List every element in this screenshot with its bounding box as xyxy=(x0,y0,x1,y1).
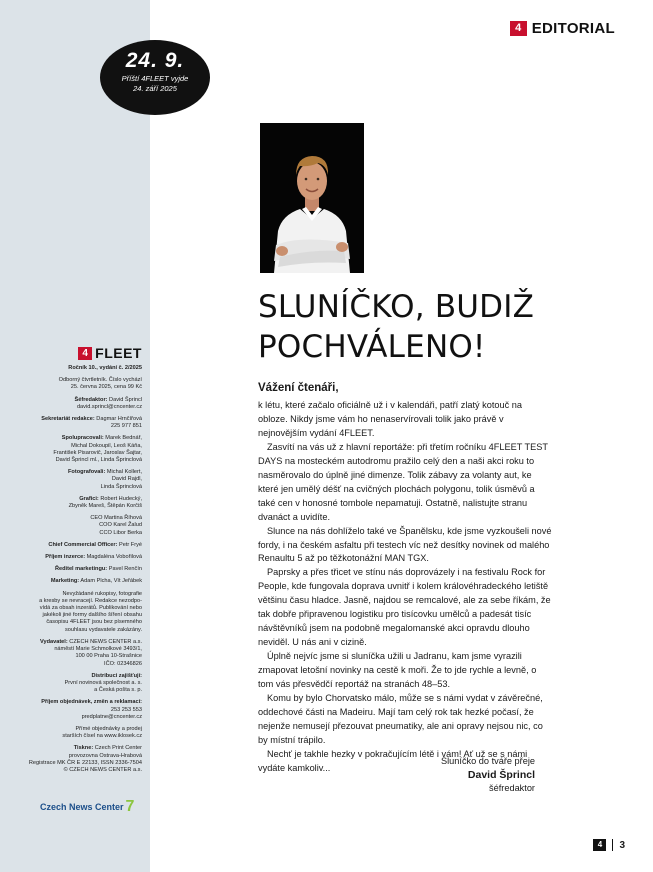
paragraph: Úplně nejvíc jsme si sluníčka užili u Jadranu, kam jsme vyrazili zmapovat letošní novinky na cestě k moři. Že to jde rychle a levně, o tom vás přesvědčí reportáž na stranách 48–53. xyxy=(258,651,537,690)
author-role: šéfredaktor xyxy=(489,783,535,793)
imprint-block xyxy=(6,416,142,430)
imprint-line: a Česká pošta s. p. xyxy=(94,687,142,694)
author-portrait-image xyxy=(260,123,364,273)
imprint-line: Příjem inzerce: Magdaléna Vobořilová xyxy=(45,554,142,561)
imprint-line: Fotografovali: Michal Kollert, xyxy=(68,469,142,476)
next-issue-date: 24. 9. xyxy=(125,49,185,72)
imprint-line: starších čísel na www.iklosek.cz xyxy=(62,733,142,740)
footer-divider xyxy=(612,839,613,851)
sign-line: Sluníčko do tváře přeje xyxy=(441,756,535,766)
next-issue-line2: 24. září 2025 xyxy=(133,84,177,93)
imprint-line: Přímé objednávky a prodej xyxy=(75,725,142,732)
publisher-logo-text: Czech News Center xyxy=(40,802,124,812)
imprint-line: 25. června 2025, cena 99 Kč xyxy=(70,384,142,391)
paragraph: Zasvítí na vás už z hlavní reportáže: při třetím ročníku 4FLEET TEST DAYS na mosteckém autodromu pražilo celý den a naši akci roku to nasměrovalo do úplně jiné dimenze. Tolik zábavy za volanty aut, ke které jen umělý déšť na cvičných plochách polygonu, tolik úsměvů a také cen v honosné tombole nepamatuji. Ostatně, nalistujte stranu dvanáct a uvidíte. xyxy=(258,441,548,522)
imprint-line: náměstí Marie Schmolkové 3493/1, xyxy=(54,646,142,653)
imprint-line: Marketing: Adam Plcha, Vít Jeřábek xyxy=(50,578,142,585)
imprint-block xyxy=(6,566,142,573)
imprint-line: Ředitel marketingu: Pavel Renčín xyxy=(54,566,142,573)
imprint-block xyxy=(6,515,142,537)
imprint-line: Tiskne: Czech Print Center xyxy=(73,745,142,752)
imprint-block xyxy=(6,435,142,464)
paragraph: Paprsky a přes třicet ve stínu nás doprovázely i na festivalu Rock for People, kde fungovala doprava uvnitř i kolem královéhradeckého letiště většinu času hladce. Jasně, najdou se remcalové, ale za sebe říkám, že tak dobře připravenou logistiku pro tisícovku umělců a padesát tisíc návštěvníků jsem na podobně megalomanské akci opravdu dlouho neviděl. U nás ani v cizině. xyxy=(258,567,551,648)
author-photo xyxy=(260,123,364,273)
page-footer xyxy=(593,839,625,851)
publisher-mark-icon: 7 xyxy=(125,798,135,815)
imprint-logo-text: FLEET xyxy=(95,345,142,361)
imprint-line: Odborný čtvrtletník. Číslo vychází xyxy=(58,377,142,384)
4fleet-logo-icon: 4 xyxy=(78,347,92,360)
paragraph: k létu, které začalo oficiálně už i v kalendáři, patří zlatý kotouč na obloze. Nikdy jsme vám ho nenaservírovali tolik jako právě v nejnovějším vydání 4FLEET. xyxy=(258,400,523,438)
imprint-line: Michal Dokoupil, Leoš Káňa, xyxy=(71,442,142,449)
imprint-line: provozovna Ostrava-Hrabová xyxy=(68,752,142,759)
imprint-line: První novinová společnost a. s. xyxy=(64,679,142,686)
imprint-line: Sekretariát redakce: Dagmar Hrnčířová xyxy=(41,416,142,423)
paragraph: Nechť je takhle hezky v pokračujícím létě i vám! Ať už se s námi vydáte kamkoliv... xyxy=(258,748,528,773)
headline-line-1: SLUNÍČKO, BUDIŽ xyxy=(258,289,535,325)
imprint-blocks xyxy=(6,377,142,774)
imprint-line: jakékoli jiné formy dalšího šíření obsahu xyxy=(42,612,142,619)
imprint-line: 225 977 851 xyxy=(110,423,142,430)
imprint-line: Vydavatel: CZECH NEWS CENTER a.s. xyxy=(39,638,142,645)
imprint-line: souhlasu vydavatele zakázány. xyxy=(64,626,142,633)
paragraph: Komu by bylo Chorvatsko málo, může se s námi vydat v závěrečné, oddechové části na Madeiru. Mají tam celý rok tak hezké počasí, že nejenže nemusejí přezouvat pneumatiky, ale ani opravy nejsou nic, co by místní trápilo. xyxy=(258,693,543,745)
imprint-block xyxy=(6,673,142,695)
imprint-line: david.sprincl@cncenter.cz xyxy=(76,403,142,410)
imprint xyxy=(6,346,142,779)
next-issue-line1: Příští 4FLEET vyjde xyxy=(121,74,189,83)
imprint-line: IČO: 02346826 xyxy=(104,660,142,667)
article-body xyxy=(258,399,553,776)
imprint-block xyxy=(6,496,142,510)
imprint-block xyxy=(6,377,142,391)
imprint-block xyxy=(6,745,142,774)
imprint-block xyxy=(6,699,142,721)
imprint-line: a kresby se nevracejí. Redakce nezodpo- xyxy=(39,597,142,604)
imprint-line: 253 253 553 xyxy=(110,706,142,713)
section-title: EDITORIAL xyxy=(531,20,615,37)
imprint-line: David Šprincl ml., Linda Šprinclová xyxy=(55,457,142,464)
imprint-line: 100 00 Praha 10-Strašnice xyxy=(75,653,142,660)
headline-line-2: POCHVÁLENO! xyxy=(258,329,486,365)
imprint-line: COO Karel Žalud xyxy=(99,522,142,529)
next-issue-badge xyxy=(100,40,210,115)
imprint-line: Šéfredaktor: David Šprincl xyxy=(74,396,142,403)
imprint-block xyxy=(6,469,142,491)
imprint-line: Registrace MK ČR E 22133, ISSN 2336-7504 xyxy=(28,759,142,766)
section-header xyxy=(510,20,615,37)
imprint-line: CCO Libor Berka xyxy=(99,529,142,536)
imprint-logo xyxy=(6,346,142,360)
imprint-block xyxy=(6,639,142,668)
imprint-block xyxy=(6,726,142,740)
imprint-line: Příjem objednávek, změn a reklamací: xyxy=(41,699,142,706)
author-name: David Šprincl xyxy=(467,768,535,781)
article-greeting: Vážení čtenáři, xyxy=(258,382,339,394)
imprint-line: David Rajdl, xyxy=(111,476,142,483)
imprint-block xyxy=(6,554,142,561)
4fleet-section-icon: 4 xyxy=(510,21,527,36)
imprint-line: Distribuci zajišťují: xyxy=(91,672,142,679)
4fleet-footer-icon: 4 xyxy=(593,839,606,851)
page-number: 3 xyxy=(619,839,625,851)
imprint-line: Grafici: Robert Hudecký, xyxy=(79,495,142,502)
publisher-logo xyxy=(40,800,134,814)
imprint-line: Nevyžádané rukopisy, fotografie xyxy=(62,590,142,597)
signature-block xyxy=(441,755,535,796)
imprint-block xyxy=(6,578,142,585)
imprint-line: predplatne@cncenter.cz xyxy=(81,713,142,720)
imprint-line: Linda Šprinclová xyxy=(100,483,142,490)
imprint-line: časopisu 4FLEET jsou bez písemného xyxy=(46,619,142,626)
imprint-line: Spolupracovali: Marek Bednář, xyxy=(61,435,142,442)
article-headline xyxy=(258,287,534,367)
imprint-line: František Pisarovič, Jaroslav Šajtar, xyxy=(53,449,142,456)
imprint-block xyxy=(6,591,142,634)
paragraph: Slunce na nás dohlíželo také ve Španělsku, kde jsme vyzkoušeli nové fordy, i na českém asfaltu při testech víc než desítky novinek od malého Renaultu 5 až po těžkotonážní MAN TGX. xyxy=(258,525,552,564)
imprint-line: CEO Martina Říhová xyxy=(90,515,142,522)
imprint-line: Zbyněk Mareš, Štěpán Korčiš xyxy=(68,503,142,510)
imprint-line: vídá za obsah inzerátů. Publikování nebo xyxy=(39,605,142,612)
imprint-block xyxy=(6,542,142,549)
imprint-block xyxy=(6,397,142,411)
imprint-line: © CZECH NEWS CENTER a.s. xyxy=(63,766,142,773)
imprint-line: Chief Commercial Officer: Petr Fryé xyxy=(48,541,142,548)
imprint-edition: Ročník 10., vydání č. 2/2025 xyxy=(68,365,142,371)
